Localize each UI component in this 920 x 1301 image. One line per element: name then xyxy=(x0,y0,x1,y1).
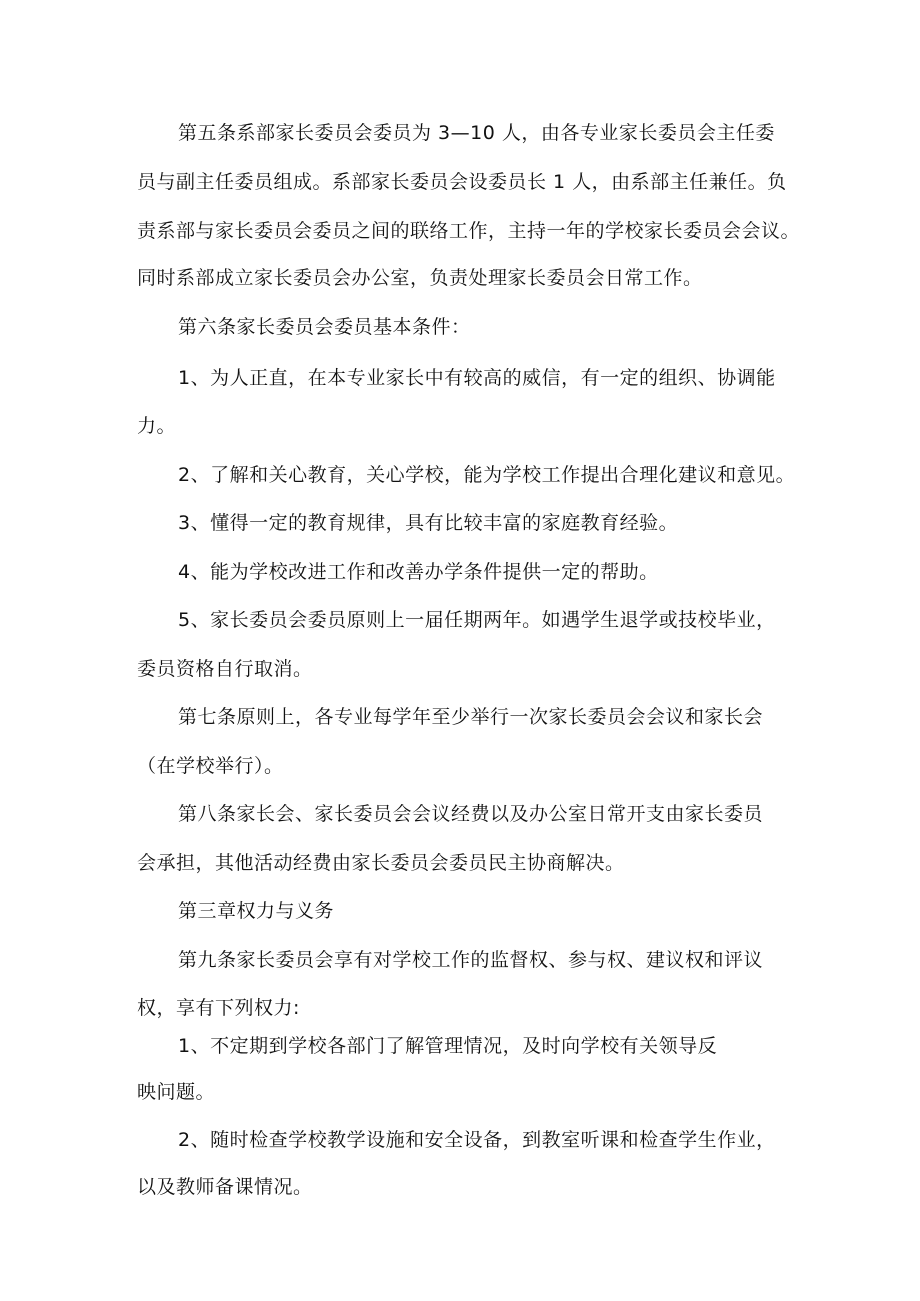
text-line: 第八条家长会、家长委员会会议经费以及办公室日常开支由家长委员 xyxy=(178,803,764,825)
text-line: 1、为人正直，在本专业家长中有较高的威信，有一定的组织、协调能 xyxy=(178,367,776,389)
text-line: 2、随时检查学校教学设施和安全设备，到教室听课和检查学生作业， xyxy=(178,1129,776,1151)
text-line: 以及教师备课情况。 xyxy=(137,1176,313,1198)
text-line: 权，享有下列权力: xyxy=(137,997,300,1019)
text-line: 5、家长委员会委员原则上一届任期两年。如遇学生退学或技校毕业， xyxy=(178,609,776,631)
text-line: 同时系部成立家长委员会办公室，负责处理家长委员会日常工作。 xyxy=(137,267,703,289)
text-line: 员与副主任委员组成。系部家长委员会设委员长 1 人，由系部主任兼任。负 xyxy=(137,171,787,193)
text-line: 映问题。 xyxy=(137,1081,216,1103)
text-line: 1、不定期到学校各部门了解管理情况，及时向学校有关领导反 xyxy=(178,1035,718,1057)
text-line: 第三章权力与义务 xyxy=(178,900,335,922)
text-line: 第九条家长委员会享有对学校工作的监督权、参与权、建议权和评议 xyxy=(178,949,764,971)
text-line: 第六条家长委员会委员基本条件： xyxy=(178,316,471,338)
text-line: 2、了解和关心教育，关心学校，能为学校工作提出合理化建议和意见。 xyxy=(178,464,796,486)
text-line: 委员资格自行取消。 xyxy=(137,658,313,680)
text-line: 4、能为学校改进工作和改善办学条件提供一定的帮助。 xyxy=(178,561,659,583)
text-line: 第五条系部家长委员会委员为 3—10 人，由各专业家长委员会主任委 xyxy=(178,122,775,144)
text-line: 第七条原则上，各专业每学年至少举行一次家长委员会会议和家长会 xyxy=(178,706,764,728)
text-line: （在学校举行）。 xyxy=(137,755,284,777)
text-line: 力。 xyxy=(137,415,177,437)
text-line: 3、懂得一定的教育规律，具有比较丰富的家庭教育经验。 xyxy=(178,512,679,534)
text-line: 会承担，其他活动经费由家长委员会委员民主协商解决。 xyxy=(137,852,625,874)
text-line: 责系部与家长委员会委员之间的联络工作，主持一年的学校家长委员会会议。 xyxy=(137,220,801,242)
